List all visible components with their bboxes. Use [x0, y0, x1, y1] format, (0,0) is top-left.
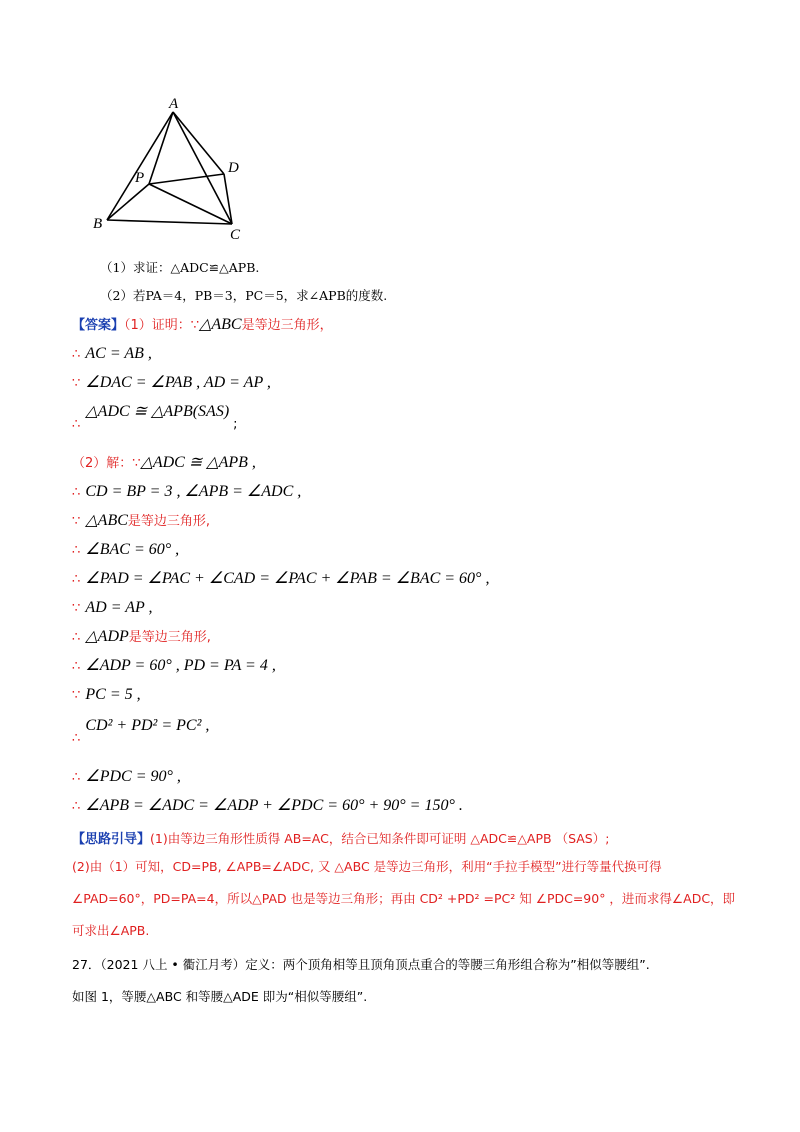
answer-line-8: ∴ ∠BAC = 60° , [72, 541, 180, 558]
segment-BC [107, 220, 232, 224]
answer-line-14: $_\therefore$ CD² + PD² = PC² , [72, 717, 210, 746]
label-C: C [230, 227, 241, 242]
answer-tag: 【答案】 [72, 318, 125, 333]
segment-PB [107, 184, 149, 220]
problem-27-line-1: 27．（2021 八上 • 衢江月考）定义：两个顶角相等且顶角顶点重合的等腰三角形组合称为”相似等腰组”. [72, 957, 650, 972]
guide-tag: 【思路引导】 [72, 832, 151, 847]
answer-line-13: ∵ PC = 5 , [72, 686, 141, 703]
answer-line-12: ∴ ∠ADP = 60° , PD = PA = 4 , [72, 657, 276, 674]
segment-AP [149, 112, 173, 184]
label-P: P [135, 170, 145, 186]
guide-line-4: 可求出∠APB. [72, 923, 150, 938]
answer-line-9: ∴ ∠PAD = ∠PAC + ∠CAD = ∠PAC + ∠PAB = ∠BAC = 60° , [72, 570, 490, 587]
segment-AD [173, 112, 224, 174]
segment-PD [149, 174, 224, 184]
segment-AB [107, 112, 173, 220]
answer-line-15: ∴ ∠PDC = 90° , [72, 768, 181, 785]
label-D: D [228, 160, 239, 176]
answer-line-4: $_\therefore$ △ADC ≅ $\triangle APB(SAS)_;$ [72, 403, 238, 432]
question-2: （2）若PA＝4，PB＝3，PC＝5，求∠APB的度数. [100, 288, 388, 303]
question-1: （1）求证：△ADC≌△APB. [100, 260, 260, 275]
problem-27-line-2: 如图 1，等腰△ABC 和等腰△ADE 即为“相似等腰组”. [72, 989, 368, 1004]
answer-line-2: ∴ AC = AB , [72, 345, 152, 362]
answer-line-11: ∴ △ADP是等边三角形, [72, 628, 211, 645]
segment-PC [149, 184, 232, 224]
answer-line-7: ∵ △ABC是等边三角形, [72, 512, 211, 529]
guide-line-1: 【思路引导】(1)由等边三角形性质得 AB=AC，结合已知条件即可证明 △ADC≌△APB （SAS）; [72, 831, 610, 847]
guide-line-2: (2)由（1）可知，CD=PB, ∠APB=∠ADC, 又 △ABC 是等边三角形，利用“手拉手模型”进行等量代换可得 [72, 859, 662, 874]
label-A: A [169, 96, 179, 112]
answer-line-10: ∵ AD = AP , [72, 599, 153, 616]
label-B: B [93, 216, 103, 232]
answer-line-1: 【答案】（1）证明：∵△ABC是等边三角形， [72, 316, 333, 333]
answer-line-6: ∴ CD = BP = 3 , ∠APB = ∠ADC , [72, 483, 302, 500]
answer-line-3: ∵ ∠DAC = ∠PAB , AD = AP , [72, 374, 271, 391]
segment-AC [173, 112, 232, 224]
answer-line-16: ∴ ∠APB = ∠ADC = ∠ADP + ∠PDC = 60° + 90° = 150° . [72, 797, 463, 814]
triangle-figure [85, 92, 255, 242]
guide-line-3: ∠PAD=60°，PD=PA=4，所以△PAD 也是等边三角形；再由 CD² +PD² =PC² 知 ∠PDC=90° ，进而求得∠ADC，即 [72, 891, 736, 906]
answer-line-5: （2）解：∵△ADC ≅ △APB , [72, 454, 256, 471]
